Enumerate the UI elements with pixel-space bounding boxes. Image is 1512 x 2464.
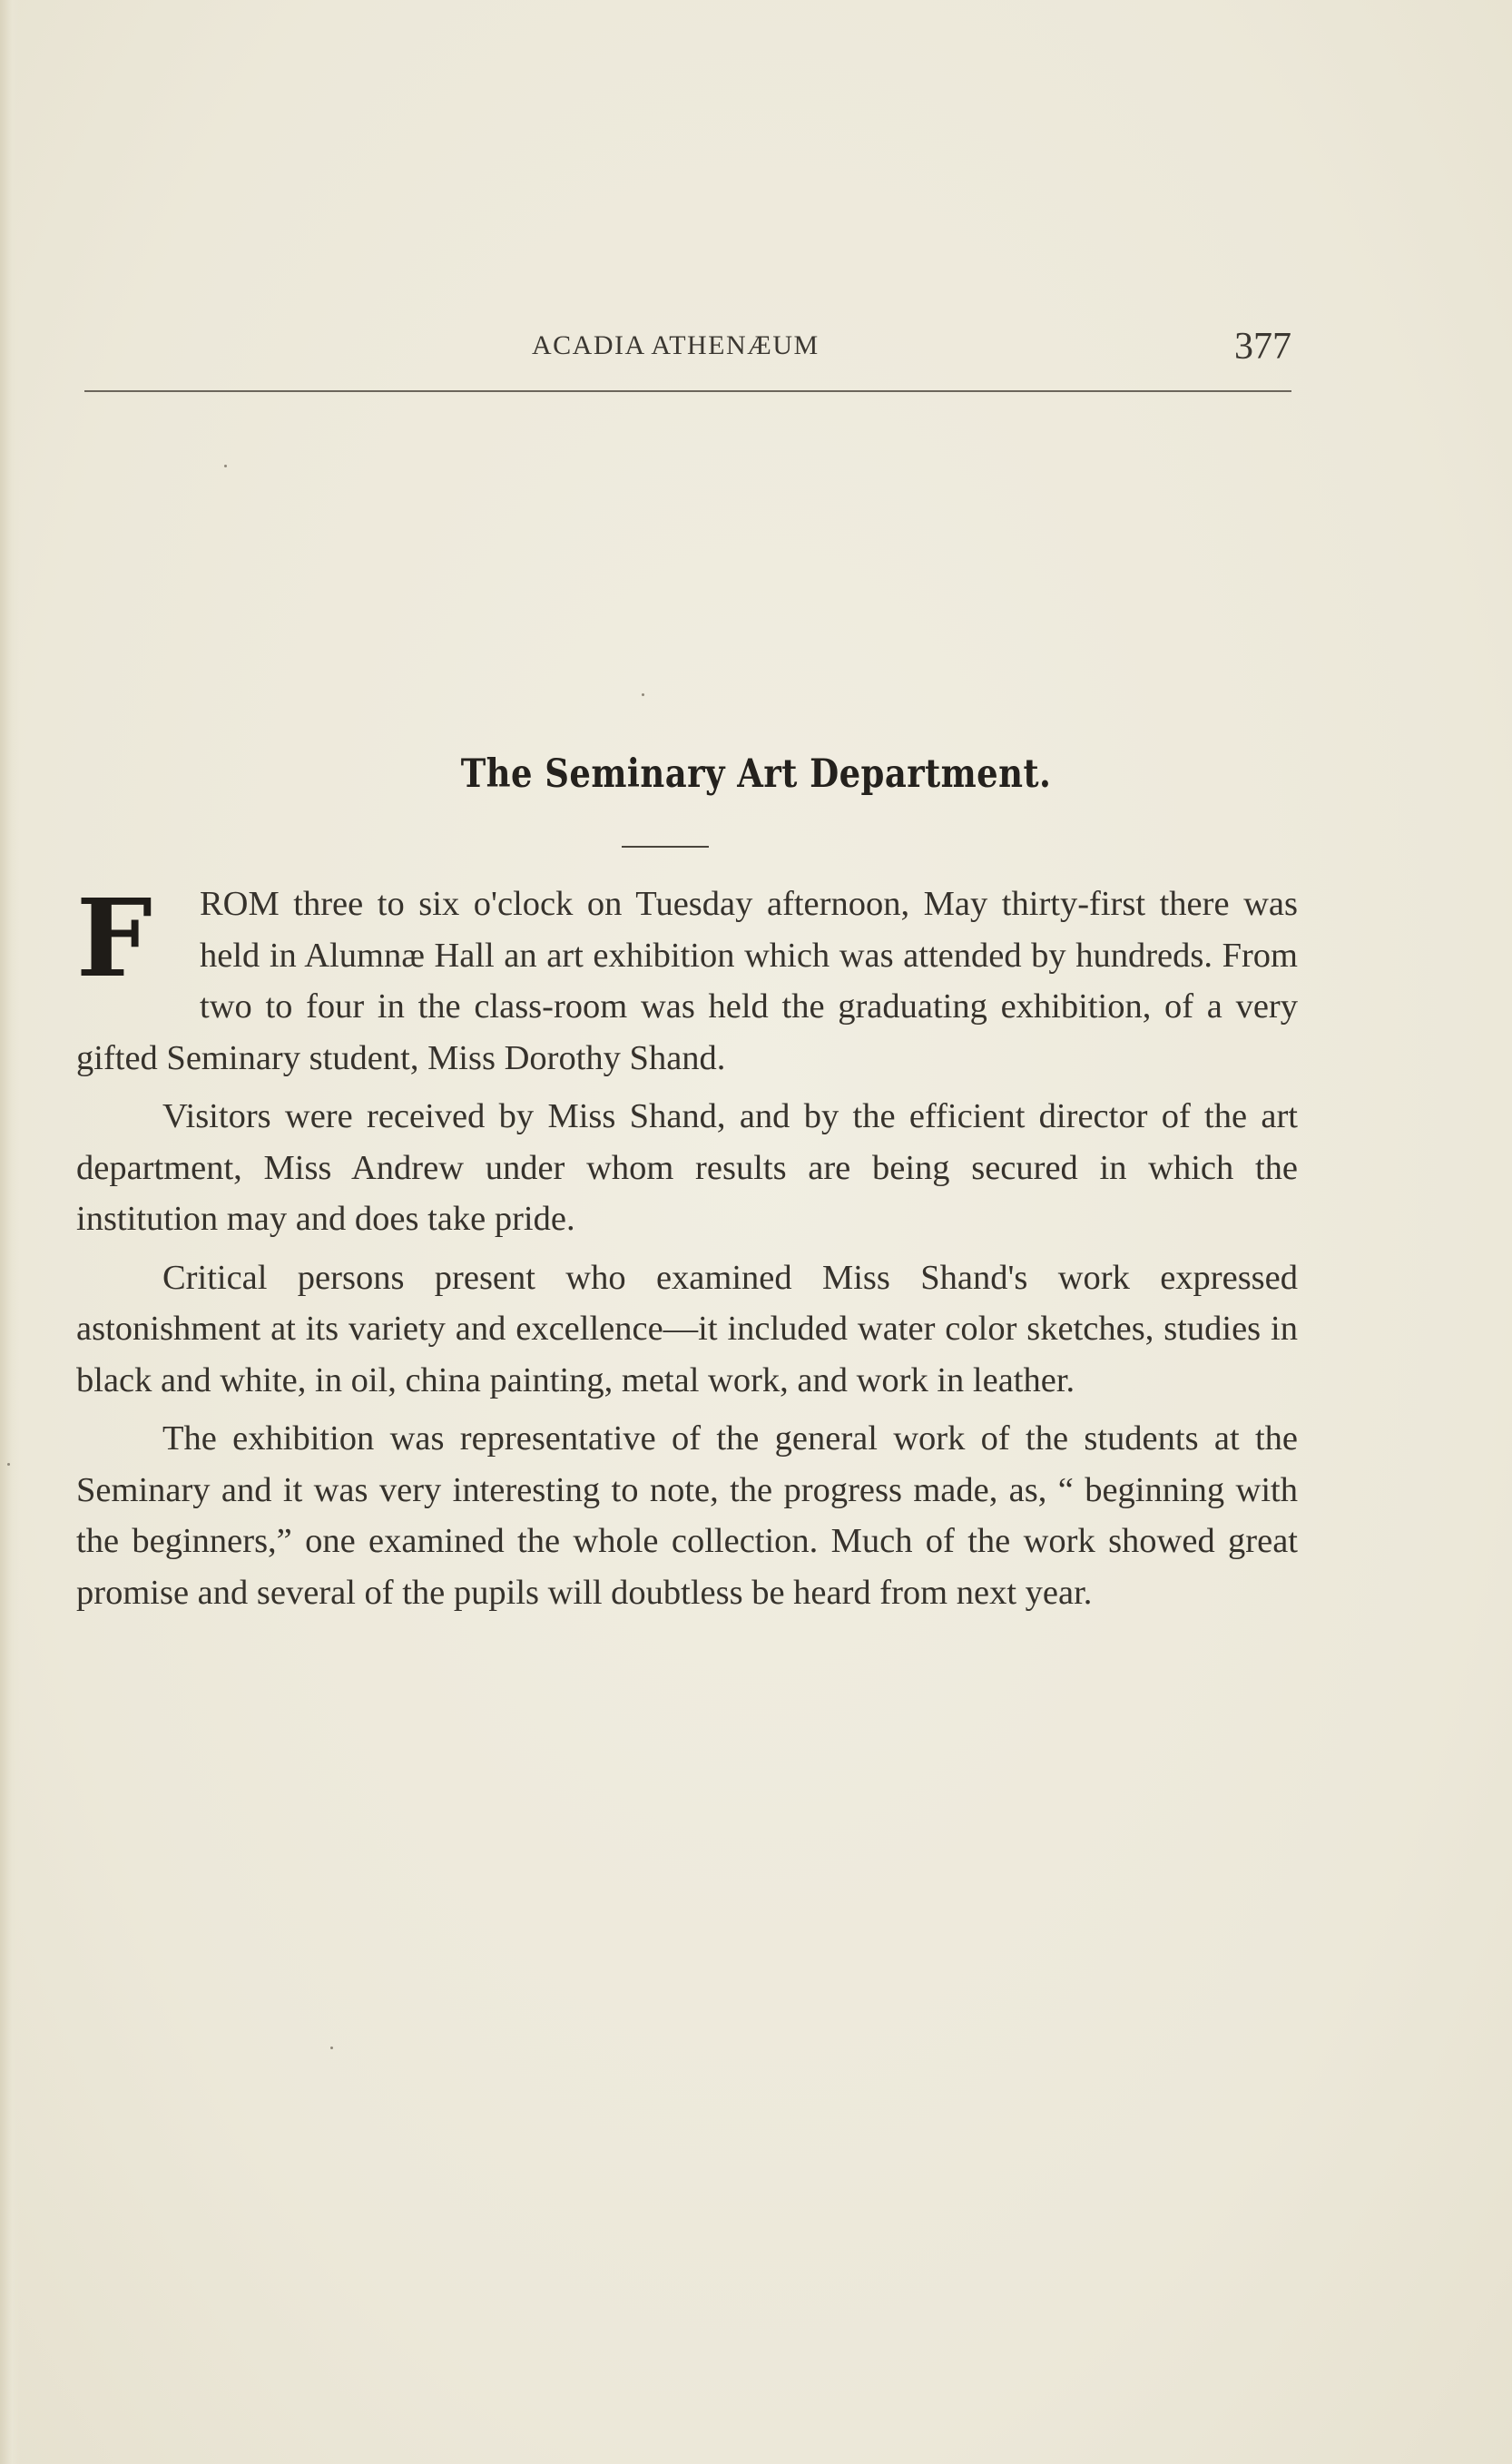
page-number: 377 xyxy=(1234,326,1291,368)
paragraph-1-text: ROM three to six o'clock on Tuesday afternoon, May thirty-first there was held in Alumnæ Hall an art exhibition which was attended by hundreds. From two to four in the class-room was held the graduating exhibition, of a very gifted Seminary student, Miss Dorothy Shand. xyxy=(76,885,1298,1077)
paragraph-4: The exhibition was representative of the general work of the students at the Seminary and it was very interesting to note, the progress made, as, “ beginning with the beginners,” one examined the whole collection. Much of the work showed great promise and several of the pupils will doubtless be heard from next year. xyxy=(76,1419,1298,1612)
paper-speck xyxy=(224,465,227,467)
paper-speck xyxy=(642,693,644,696)
header-rule xyxy=(84,390,1291,392)
article-body xyxy=(76,875,1298,1625)
article-title: The Seminary Art Department. xyxy=(460,751,1052,797)
paragraph-1 xyxy=(76,875,1298,1084)
binding-edge xyxy=(0,0,20,2464)
title-rule xyxy=(622,846,709,848)
running-head xyxy=(84,323,1291,378)
paper-speck xyxy=(7,1463,10,1466)
drop-cap: F xyxy=(76,875,152,1001)
paragraph-3: Critical persons present who examined Miss Shand's work expressed astonishment at its variety and excellence—it included water color sketches, studies in black and white, in oil, china painting, metal work, and work in leather. xyxy=(76,1258,1298,1399)
paper-speck xyxy=(330,2047,333,2049)
paragraph-2: Visitors were received by Miss Shand, and by the efficient director of the art department, Miss Andrew under whom results are being secured in which the institution may and does take pride. xyxy=(76,1097,1298,1238)
running-title: ACADIA ATHENÆUM xyxy=(532,330,820,360)
